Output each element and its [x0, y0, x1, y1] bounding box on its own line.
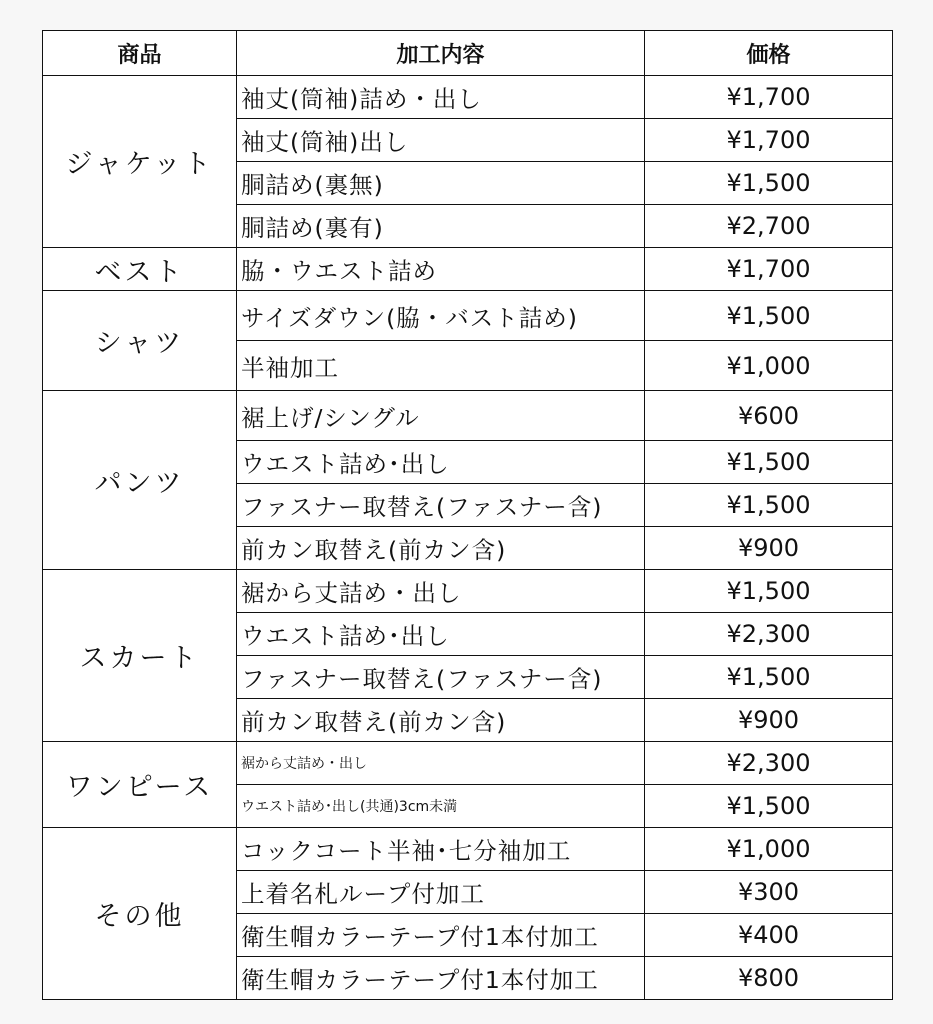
table-row: [43, 828, 893, 871]
table-header-row: [43, 31, 893, 76]
alteration-content: ファスナー取替え(ファスナー含): [237, 484, 645, 527]
header-content: 加工内容: [237, 31, 645, 76]
alteration-content: 前カン取替え(前カン含): [237, 699, 645, 742]
alteration-price: ¥2,300: [645, 613, 893, 656]
alteration-price: ¥1,500: [645, 785, 893, 828]
alteration-price: ¥1,700: [645, 76, 893, 119]
item-category: ベスト: [43, 248, 237, 291]
alteration-content: ウエスト詰め･出し: [237, 441, 645, 484]
alteration-content: 袖丈(筒袖)出し: [237, 119, 645, 162]
alteration-content: 脇・ウエスト詰め: [237, 248, 645, 291]
alteration-content: ウエスト詰め･出し(共通)3cm未満: [237, 785, 645, 828]
alteration-content: コックコート半袖･七分袖加工: [237, 828, 645, 871]
alteration-content: 半袖加工: [237, 341, 645, 391]
alteration-content: 衛生帽カラーテープ付1本付加工: [237, 957, 645, 1000]
alteration-price: ¥900: [645, 527, 893, 570]
table-row: [43, 391, 893, 441]
alteration-content: 裾上げ/シングル: [237, 391, 645, 441]
alteration-content: 上着名札ループ付加工: [237, 871, 645, 914]
item-category: シャツ: [43, 291, 237, 391]
alteration-price: ¥300: [645, 871, 893, 914]
table-row: [43, 248, 893, 291]
alteration-price: ¥2,700: [645, 205, 893, 248]
table-row: [43, 742, 893, 785]
alteration-price: ¥1,700: [645, 248, 893, 291]
alteration-price: ¥1,500: [645, 484, 893, 527]
item-category: パンツ: [43, 391, 237, 570]
item-category: スカート: [43, 570, 237, 742]
alteration-price: ¥1,500: [645, 291, 893, 341]
alteration-content: 胴詰め(裏無): [237, 162, 645, 205]
alteration-price: ¥2,300: [645, 742, 893, 785]
alteration-content: ファスナー取替え(ファスナー含): [237, 656, 645, 699]
header-item: 商品: [43, 31, 237, 76]
alteration-price: ¥400: [645, 914, 893, 957]
alteration-content: 胴詰め(裏有): [237, 205, 645, 248]
alteration-price: ¥600: [645, 391, 893, 441]
alteration-price: ¥900: [645, 699, 893, 742]
alteration-content: サイズダウン(脇・バスト詰め): [237, 291, 645, 341]
alteration-price: ¥1,000: [645, 828, 893, 871]
table-row: [43, 76, 893, 119]
alteration-price: ¥800: [645, 957, 893, 1000]
alteration-price: ¥1,700: [645, 119, 893, 162]
alteration-content: 裾から丈詰め・出し: [237, 570, 645, 613]
item-category: ジャケット: [43, 76, 237, 248]
alteration-price: ¥1,500: [645, 570, 893, 613]
table-row: [43, 570, 893, 613]
alteration-price-table: [42, 30, 893, 1000]
alteration-price: ¥1,500: [645, 656, 893, 699]
item-category: その他: [43, 828, 237, 1000]
alteration-content: 前カン取替え(前カン含): [237, 527, 645, 570]
alteration-content: 裾から丈詰め・出し: [237, 742, 645, 785]
table-row: [43, 291, 893, 341]
alteration-price: ¥1,500: [645, 162, 893, 205]
alteration-price: ¥1,000: [645, 341, 893, 391]
header-price: 価格: [645, 31, 893, 76]
table-body: [43, 76, 893, 1000]
alteration-price: ¥1,500: [645, 441, 893, 484]
alteration-content: ウエスト詰め･出し: [237, 613, 645, 656]
alteration-content: 袖丈(筒袖)詰め・出し: [237, 76, 645, 119]
item-category: ワンピース: [43, 742, 237, 828]
alteration-content: 衛生帽カラーテープ付1本付加工: [237, 914, 645, 957]
